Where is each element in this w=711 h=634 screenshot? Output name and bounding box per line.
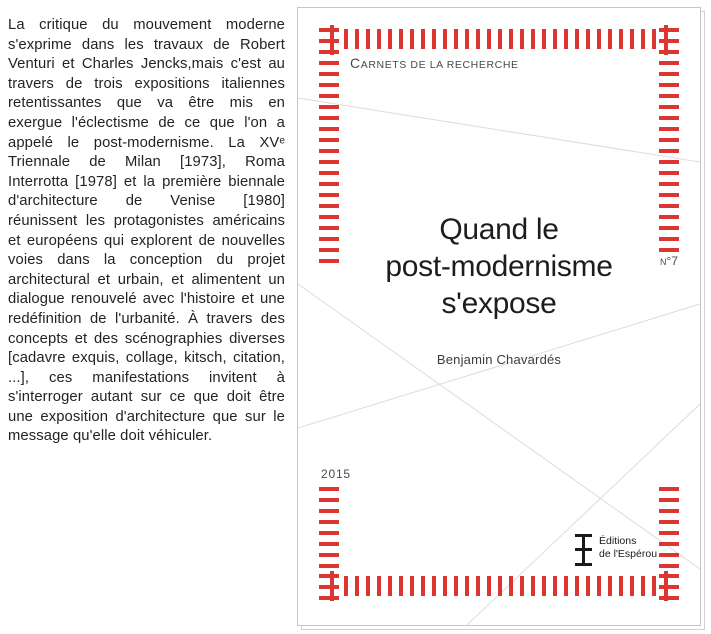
collection-title-initial: C <box>350 55 361 71</box>
border-dashes-right-lower <box>659 487 679 568</box>
book-title <box>298 211 700 322</box>
corner-motif-top-right-icon <box>655 25 679 55</box>
corner-motif-bottom-right-icon <box>655 571 679 601</box>
corner-motif-bottom-left-icon <box>319 571 343 601</box>
border-dashes-bottom <box>344 576 656 596</box>
book-title-line-1: Quand le <box>439 213 559 246</box>
collection-title <box>350 55 519 71</box>
collection-title-rest: ARNETS DE LA RECHERCHE <box>360 59 519 71</box>
issue-number-value: °7 <box>666 254 678 268</box>
book-cover <box>297 7 701 626</box>
corner-motif-top-left-icon <box>319 25 343 55</box>
publisher-name <box>599 532 657 560</box>
book-title-line-3: s'expose <box>441 287 557 320</box>
year-label: 2015 <box>321 467 351 481</box>
border-dashes-top <box>344 29 656 49</box>
publisher-name-line-2: de l'Espérou <box>599 547 658 560</box>
issue-number-n: N <box>660 257 667 267</box>
publisher-name-line-1: Éditions <box>599 535 637 547</box>
publisher-block <box>575 532 657 568</box>
publisher-logo-icon <box>575 534 592 568</box>
border-dashes-left-lower <box>319 487 339 568</box>
book-description-paragraph: La critique du mouvement moderne s'exprime dans les travaux de Robert Venturi et Charles Jencks,mais c'est au travers de trois expositions italiennes retentissantes que va être mis en exergue l'éclectisme de ce que l'on a appelé le post-modernisme. La XVᵉ Triennale de Milan [1973], Roma Interrotta [1978] et la première biennale d'architecture de Venise [1980] réunissent les protagonistes américains et européens qui explorent de nouvelles voies dans la conception du projet architectural et urbain, et alimentent un dialogue renouvelé avec l'histoire et une redéfinition de l'urbanité. À travers des concepts et des scénographies diverses [cadavre exquis, collage, kitsch, citation, ...], ces manifestations invitent à s'interroger autant sur ce que doit être une exposition d'architecture que sur le message qu'elle doit véhiculer. <box>8 17 285 445</box>
book-author: Benjamin Chavardés <box>436 352 562 367</box>
book-title-line-2: post-modernisme <box>385 250 613 283</box>
